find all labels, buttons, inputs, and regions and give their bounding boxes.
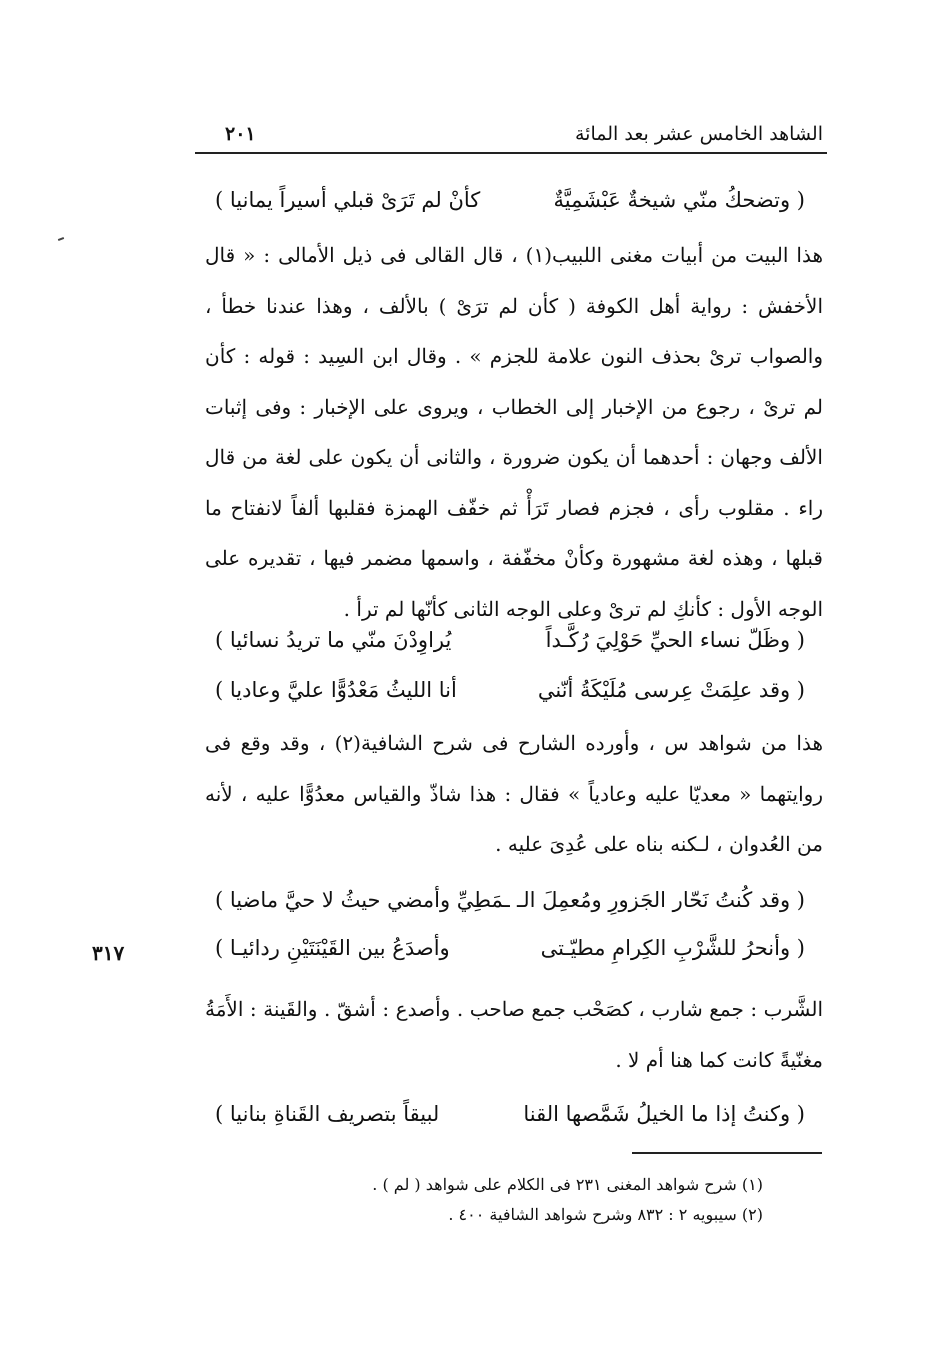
verse-line bbox=[215, 180, 805, 220]
verse-first-hemistich: ( وأنحرُ للشَّرْبِ الكِرامِ مطيّـتى bbox=[540, 936, 805, 960]
verse-second-hemistich: وأصدَعُ بين القَيْنَتَيْنِ ردائيـا ) bbox=[215, 936, 450, 960]
verse-line bbox=[215, 1094, 805, 1134]
chapter-title: الشاهد الخامس عشر بعد المائة bbox=[575, 123, 823, 145]
verse-first-hemistich: ( وقد علِمَتْ عِرسى مُلَيْكَةُ أنّني bbox=[537, 678, 805, 702]
body-paragraph: هذا البيت من أبيات مغنى اللبيب(١) ، قال القالى فى ذيل الأمالى : « قال الأخفش : رواية أهل الكوفة ( كأن لم ترَىْ ) بالألف ، وهذا عندنا خطأ ، والصواب ترىْ بحذف النون علامة للجزم » . وقال ابن السِيد : قوله : كأن لم ترىْ ، رجوع من الإخبار إلى الخطاب ، ويروى على الإخبار : وفى إثبات الألف وجهان : أحدهما أن يكون ضرورة ، والثانى أن يكون على لغة من قال راء . مقلوب رأى ، فجزم فصار تَرَأْ ثم خفّف الهمزة فقلبها ألفاً لانفتاح ما قبلها ، وهذه لغة مشهورة وكأنْ مخفّفة ، واسمها مضمر فيها ، تقديره على الوجه الأول : كأنكِ لم ترىْ وعلى الوجه الثانى كأنّها لم ترأ . bbox=[205, 243, 823, 621]
footnote-rule bbox=[632, 1152, 822, 1154]
verse-line bbox=[215, 620, 805, 660]
verse-line bbox=[215, 670, 805, 710]
footnote: (٢) سيبويه ٢ : ٨٣٢ وشرح شواهد الشافية ٤٠٠ . bbox=[448, 1205, 763, 1224]
verse-first-hemistich: ( وكنتُ إذا ما الخيلُ شَمَّصها القنا bbox=[523, 1102, 805, 1126]
verse-line bbox=[215, 880, 805, 920]
body-paragraph: الشَّرب : جمع شارب ، كصَحْب جمع صاحب . وأصدع : أشقّ . والقَينة : الأَمَةُ مغنّيةً كانت كما هنا أم لا . bbox=[205, 997, 823, 1072]
verse-second-hemistich: كأنْ لم تَرَىْ قبلي أسيراً يمانيا ) bbox=[215, 188, 481, 212]
verse-line bbox=[215, 928, 805, 968]
verse-second-hemistich: يُراوِدْنَ منّي ما تريدُ نسائيا ) bbox=[215, 628, 452, 652]
verse-first-hemistich: ( وقد كُنتُ نَحّار الجَزورِ ومُعمِلَ الـ bbox=[517, 888, 805, 912]
running-header bbox=[195, 118, 827, 150]
verse-first-hemistich: ( وتضحكُ منّي شيخةٌ عَبْشَمِيَّةٌ bbox=[553, 188, 805, 212]
verse-second-hemistich: أنا الليثُ مَعْدُوًّا عليَّ وعاديا ) bbox=[215, 678, 457, 702]
page-number: ٢٠١ bbox=[225, 123, 256, 145]
margin-page-number: ٣١٧ bbox=[92, 941, 125, 965]
margin-mark bbox=[58, 237, 64, 241]
verse-first-hemistich: ( وظَلّ نساء الحيِّ حَوْلِيَ رُكَّـداً bbox=[545, 628, 805, 652]
header-rule bbox=[195, 152, 827, 154]
footnotes bbox=[215, 1170, 763, 1230]
footnote: (١) شرح شواهد المغنى ٢٣١ فى الكلام على شواهد ( لم ) . bbox=[372, 1175, 763, 1194]
verse-second-hemistich: ـمَطِيِّ وأمضي حيثُ لا حيَّ ماضيا ) bbox=[215, 888, 510, 912]
verse-second-hemistich: لبيقاً بتصريف القَناةِ بنانيا ) bbox=[215, 1102, 440, 1126]
body-paragraph: هذا من شواهد س ، وأورده الشارح فى شرح الشافية(٢) ، وقد وقع فى روايتهما « معديّا عليه وعادياً » فقال : هذا شاذّ والقياس معدُوًّا عليه ، لأنه من العُدوان ، لـكنه بناه على عُدِىَ عليه . bbox=[205, 731, 824, 856]
